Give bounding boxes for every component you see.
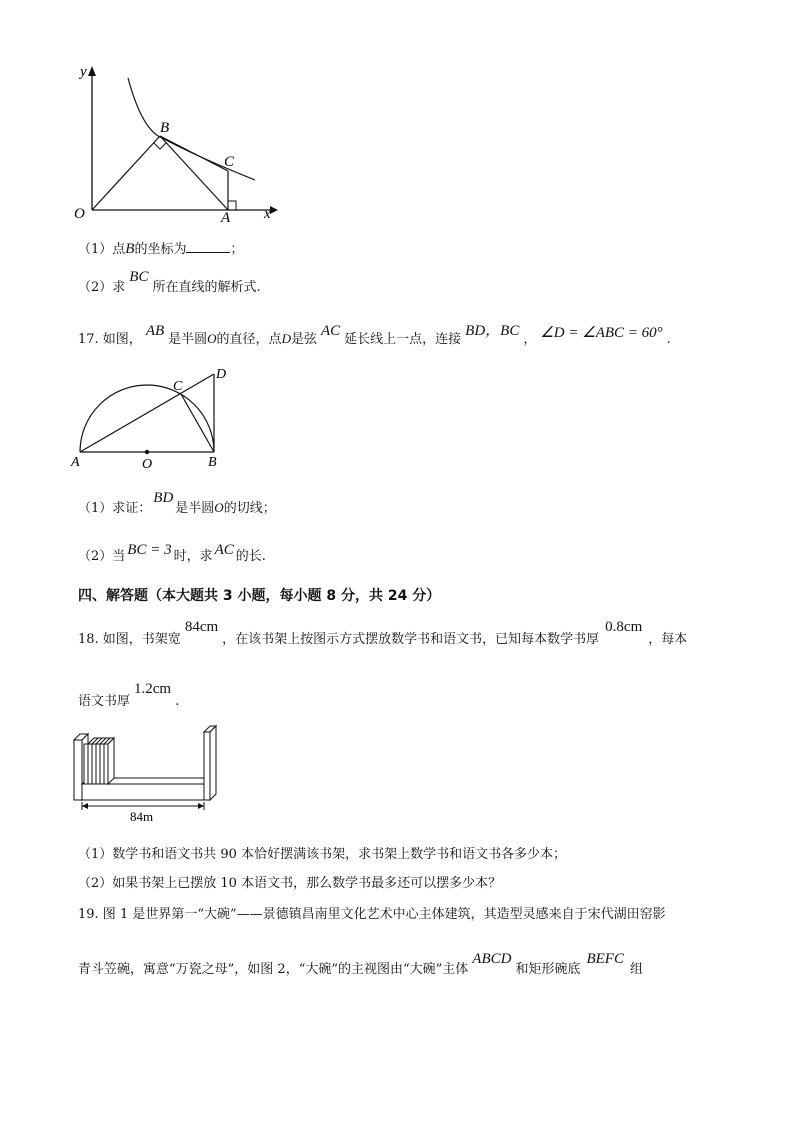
q17-part2-text: 时，求 xyxy=(173,549,213,564)
q16-part1 xyxy=(78,238,243,258)
point-o-label: O xyxy=(74,206,85,222)
answer-blank[interactable] xyxy=(186,240,230,253)
semicircle-arc xyxy=(80,385,214,452)
q16-part1-text: 的坐标为 xyxy=(134,242,187,257)
q17-part1 xyxy=(78,490,276,517)
x-axis-arrow xyxy=(270,206,278,214)
dimension-label: 84m xyxy=(130,809,154,824)
q18-part1: （1）数学书和语文书共 90 本恰好摆满该书架，求书架上数学书和语文书各多少本； xyxy=(78,847,567,862)
bookshelf-figure xyxy=(66,722,236,826)
q17-part1-end: 的切线； xyxy=(223,501,276,516)
q18-math-thickness: 0.8cm xyxy=(605,619,643,635)
hyperbola-curve xyxy=(128,78,255,180)
q18-t1: ，在该书架上按图示方式摆放数学书和语文书，已知每本数学书厚 xyxy=(222,632,600,647)
q17-bd-bc: BD，BC xyxy=(465,323,520,339)
q17-t3: 是弦 xyxy=(290,332,317,347)
q17-t1: 是半圆 xyxy=(168,332,208,347)
point-b-label: B xyxy=(160,120,170,136)
q18-part2: （2）如果书架上已摆放 10 本语文书，那么数学书最多还可以摆多少本？ xyxy=(78,876,502,891)
segment-ba xyxy=(160,136,228,210)
q17-ab: AB xyxy=(145,323,165,339)
q17-part2 xyxy=(78,542,266,565)
q18-stem-line2 xyxy=(78,681,180,710)
q18-t3: 语文书厚 xyxy=(78,694,131,709)
q16-part2 xyxy=(78,269,261,296)
dimension-arrow-left xyxy=(82,803,88,809)
q18-stem-line1 xyxy=(78,619,688,648)
q17-ac: AC xyxy=(320,323,341,339)
q17-part1-num: （1）求证： xyxy=(78,501,152,516)
point-a-label: A xyxy=(221,210,231,225)
segment-ob xyxy=(92,136,160,210)
q16-part1-var: B xyxy=(125,241,135,257)
q19-line2a: 青斗笠碗，寓意“万瓷之母”，如图 2，“大碗”的主视图由“大碗”主体 xyxy=(78,962,469,977)
q19-abcd: ABCD xyxy=(472,951,512,967)
right-angle-mark-a xyxy=(228,201,236,210)
q17-stem xyxy=(78,323,671,348)
q16-part2-num: （2）求 xyxy=(78,280,126,295)
label-a: A xyxy=(71,455,80,470)
q17-formula: ∠D = ∠ABC = 60° xyxy=(540,325,663,341)
q17-part2-var: AC xyxy=(214,542,234,558)
q16-part2-text: 所在直线的解析式. xyxy=(152,280,261,295)
right-board xyxy=(204,732,210,800)
dimension-arrow-right xyxy=(198,803,204,809)
x-axis-label: x xyxy=(264,206,271,222)
q17-part2-num: （2）当 xyxy=(78,549,126,564)
q19-befc: BEFC xyxy=(586,951,624,967)
section-heading: 四、解答题（本大题共 3 小题，每小题 8 分，共 24 分） xyxy=(78,588,441,604)
q17-period: . xyxy=(666,332,671,347)
q16-coordinate-figure xyxy=(70,60,290,225)
right-board-side xyxy=(210,726,216,800)
q18-t4: . xyxy=(175,694,180,709)
q19-line1: 19. 图 1 是世界第一“大碗”——景德镇昌南里文化艺术中心主体建筑，其造型灵感来自于宋代湖田窑影 xyxy=(78,907,666,922)
q19-line2b: 和矩形碗底 xyxy=(515,962,581,977)
y-axis-arrow xyxy=(88,66,96,76)
left-board xyxy=(74,740,82,800)
label-o: O xyxy=(142,457,153,472)
right-angle-mark-b xyxy=(154,143,166,149)
q17-semicircle-figure xyxy=(66,362,246,472)
q16-part1-num: （1）点 xyxy=(78,242,126,257)
q18-num: 18. 如图，书架宽 xyxy=(78,632,181,647)
q18-chinese-thickness: 1.2cm xyxy=(134,681,172,697)
q19-line2c: 组 xyxy=(629,962,643,977)
q17-o: O xyxy=(207,331,217,346)
q17-d: D xyxy=(281,331,291,346)
q17-part2-formula: BC = 3 xyxy=(127,542,172,558)
q18-t2: ，每本 xyxy=(648,632,688,647)
books-stack xyxy=(84,738,114,784)
q16-part1-end: ； xyxy=(230,242,244,257)
q17-comma: ， xyxy=(523,332,537,347)
q17-num: 17. 如图， xyxy=(78,332,142,347)
bottom-board-front xyxy=(82,784,204,800)
label-d: D xyxy=(216,367,227,382)
point-c-label: C xyxy=(224,154,235,170)
q19-line2 xyxy=(78,951,643,978)
segment-ad xyxy=(80,374,214,452)
label-c: C xyxy=(173,379,183,394)
q18-width: 84cm xyxy=(184,619,219,635)
q17-part1-o: O xyxy=(214,500,224,515)
q16-part2-var: BC xyxy=(129,269,149,285)
y-axis-label: y xyxy=(80,64,87,80)
q17-t2: 的直径，点 xyxy=(216,332,282,347)
center-point-o xyxy=(145,450,149,454)
label-b: B xyxy=(208,455,217,470)
q17-part1-var: BD xyxy=(153,490,174,506)
chord-bc xyxy=(181,394,214,452)
q17-part1-text: 是半圆 xyxy=(175,501,215,516)
q17-part2-end: 的长. xyxy=(235,549,266,564)
q17-t4: 延长线上一点，连接 xyxy=(344,332,462,347)
segment-bc xyxy=(160,136,228,171)
